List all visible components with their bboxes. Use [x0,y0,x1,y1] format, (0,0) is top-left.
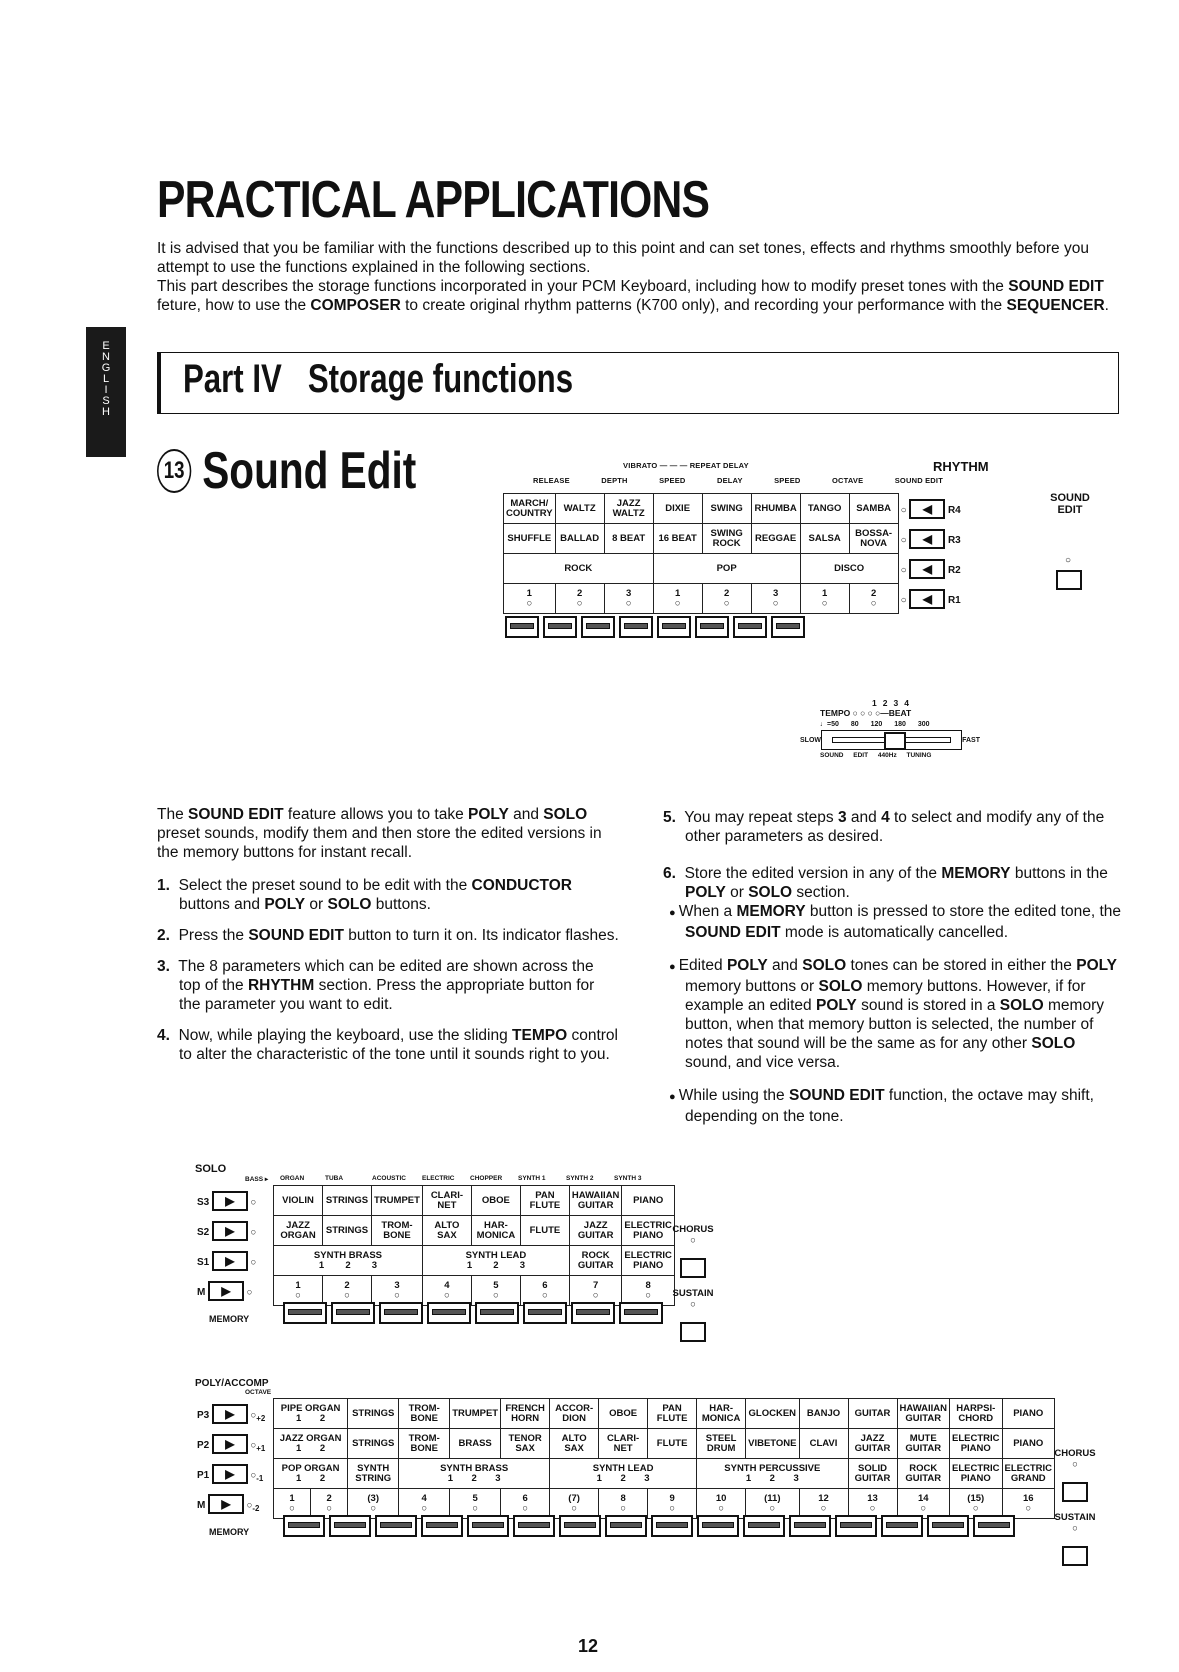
intro-paragraph-1: It is advised that you be familiar with the functions described up to this point and can set tones, effects and rhythms smoothly before you attempt to use the functions explained in the following sections. [157,240,1089,276]
solo-cell: ELECTRIC PIANO [622,1216,675,1246]
rhythm-button[interactable] [505,616,539,638]
poly-chorus-button[interactable] [1062,1482,1088,1502]
rhythm-cell: DIXIE [653,494,702,524]
rhythm-cell: 8 BEAT [604,524,653,554]
rhythm-button[interactable] [771,616,805,638]
solo-cell: PAN FLUTE [520,1186,569,1216]
bullet-1: ● When a MEMORY button is pressed to store the edited tone, the SOUND EDIT mode is automatically cancelled. [663,902,1125,942]
rhythm-button[interactable] [619,616,653,638]
solo-header: SYNTH 3 [614,1175,642,1182]
poly-memory-button[interactable] [789,1515,831,1537]
solo-cell: STRINGS [323,1186,372,1216]
param-label: OCTAVE [831,476,864,485]
rhythm-cell: TANGO [800,494,849,524]
left-column [157,805,619,1076]
solo-group: SYNTH BRASS 1 2 3 [274,1246,423,1276]
section-number: 13 [157,449,191,493]
rhythm-cell: WALTZ [555,494,604,524]
step-1: 1. Select the preset sound to be edit with the CONDUCTOR buttons and POLY or SOLO buttons. [157,877,572,913]
solo-header: TUBA [325,1175,344,1182]
solo-table: S3 ▶ ○ VIOLIN STRINGS TRUMPET CLARI- NET OBOE PAN FLUTE HAWAIIAN GUITAR PIANO S2 ▶ ○ JAZZ ORGAN STRINGS TROM- BONE ALTO SAX HAR- MONICA FLUTE JAZZ GUITAR ELECTRIC PIANO S1 ▶ ○ SYNTH BRASS 1 2 3 SYNTH LEAD 1 2 3 ROCK GUITAR ELECTRIC PIANO M ▶ ○ 1 ○ 2 ○ 3 ○ 4 ○ 5 ○ 6 ○ 7 ○ 8 ○ [195,1185,675,1306]
solo-header: SYNTH 2 [566,1175,594,1182]
solo-m-button[interactable]: ▶ [208,1281,244,1301]
vibrato-delay-label: VIBRATO — — — REPEAT DELAY [623,461,749,470]
rhythm-button[interactable] [543,616,577,638]
poly-title: POLY/ACCOMP [195,1378,269,1389]
rhythm-cell: SWING [702,494,751,524]
solo-s2-button[interactable]: ▶ [212,1221,248,1241]
rhythm-button[interactable] [581,616,615,638]
sound-edit-label: SOUND EDIT [1050,492,1090,516]
solo-memory-button[interactable] [523,1302,567,1324]
rhythm-r2-button[interactable]: ◀ [909,559,945,579]
tab-letter: G [101,362,111,374]
poly-memory-button[interactable] [421,1515,463,1537]
solo-memory-button[interactable] [283,1302,327,1324]
rhythm-button[interactable] [733,616,767,638]
poly-memory-button[interactable] [881,1515,923,1537]
rhythm-r1-button[interactable]: ◀ [909,589,945,609]
solo-sustain-button[interactable] [680,1322,706,1342]
part-title: Part IV Storage functions [183,357,574,401]
solo-sustain: SUSTAIN ○ [672,1288,714,1310]
tempo-control: 1234 TEMPO ○ ○ ○ ○—BEAT ♩=50 80 120 180 300 SLOW FAST SOUND EDIT 440Hz TUNING [800,698,980,759]
param-label: DELAY [716,476,743,485]
tab-letter: E [102,340,110,352]
intro-paragraph-2: This part describes the storage functions incorporated in your PCM Keyboard, including how to modify preset tones with the SOUND EDIT feture, how to use the COMPOSER to create original rhythm patterns (K700 only), and recording your performance with the SEQUENCER. [157,278,1109,314]
poly-memory-button[interactable] [973,1515,1015,1537]
language-tab [86,327,126,457]
poly-p1-button[interactable]: ▶ [212,1464,248,1484]
poly-table: P3 ▶ $○_{+2}$ PIPE ORGAN 1 2 STRINGS TROM- BONE TRUMPET FRENCH HORN ACCOR- DION OBOE PAN FLUTE HAR- MONICA GLOCKEN BANJO GUITAR HAWAIIAN GUITAR HARPSI- CHORD PIANO P2 ▶ $○_{+1}$ JAZZ ORGAN 1 2 STRINGS TROM- BONE BRASS TENOR SAX ALTO SAX CLARI- NET FLUTE STEEL DRUM VIBETONE CLAVI JAZZ GUITAR MUTE GUITAR ELECTRIC PIANO PIANO P1 ▶ $○_{-1}$ POP ORGAN 1 2 SYNTH STRING SYNTH BRASS 1 2 3 SYNTH LEAD 1 2 3 SYNTH PERCUSSIVE 1 2 3 SOLID GUITAR ROCK GUITAR ELECTRIC PIANO ELECTRIC GRAND M ▶ $○_{-2}$ 1 ○ 2 ○ (3) ○ 4 ○ 5 ○ 6 ○ (7) ○ 8 ○ 9 ○ 10 ○ (11) ○ 12 ○ 13 ○ 14 ○ (15) ○ 16 ○ [195,1398,1055,1519]
octave-label: OCTAVE [245,1389,272,1396]
solo-cell: ELECTRIC PIANO [622,1246,675,1276]
poly-memory-button[interactable] [697,1515,739,1537]
poly-memory-label: MEMORY [209,1527,250,1537]
bullet-3: ● While using the SOUND EDIT function, the octave may shift, depending on the tone. [663,1086,1125,1126]
solo-header: CHOPPER [470,1175,503,1182]
solo-memory-button[interactable] [475,1302,519,1324]
solo-cell: HAWAIIAN GUITAR [569,1186,622,1216]
poly-memory-button[interactable] [743,1515,785,1537]
rhythm-cell: BALLAD [555,524,604,554]
rhythm-buttons [503,616,1003,643]
tab-letter: S [102,395,110,407]
rhythm-group: ROCK [504,554,654,584]
rhythm-cell: JAZZ WALTZ [604,494,653,524]
bass-label: BASS ▸ [245,1176,269,1183]
poly-chorus: CHORUS ○ [1054,1448,1096,1470]
rhythm-cell: RHUMBA [751,494,800,524]
poly-memory-button[interactable] [835,1515,877,1537]
poly-memory-button[interactable] [651,1515,693,1537]
page-title: PRACTICAL APPLICATIONS [157,171,710,229]
tab-letter: H [102,406,110,418]
solo-memory-button[interactable] [571,1302,615,1324]
step-3: 3. The 8 parameters which can be edited are shown across the top of the RHYTHM section. Press the appropriate button for the parameter you want to edit. [157,958,595,1013]
solo-cell: TROM- BONE [372,1216,423,1246]
param-label: DEPTH [601,476,628,485]
rhythm-group: POP [653,554,800,584]
step-2: 2. Press the SOUND EDIT button to turn it on. Its indicator flashes. [157,927,619,944]
poly-memory-button[interactable] [375,1515,417,1537]
poly-memory-button[interactable] [329,1515,371,1537]
rhythm-r4-button[interactable]: ◀ [909,499,945,519]
solo-chorus: CHORUS ○ [672,1224,714,1246]
tab-letter: N [102,351,110,363]
solo-memory-button[interactable] [427,1302,471,1324]
param-label: SPEED [774,476,801,485]
solo-memory-button[interactable] [379,1302,423,1324]
solo-cell: HAR- MONICA [471,1216,520,1246]
solo-cell: ROCK GUITAR [569,1246,622,1276]
step-5: 5. You may repeat steps 3 and 4 to select and modify any of the other parameters as desired. [663,809,1105,845]
rhythm-table: MARCH/ COUNTRY WALTZ JAZZ WALTZ DIXIE SWING RHUMBA TANGO SAMBA ○ ◀ R4 SHUFFLE BALLAD 8 BEAT 16 BEAT SWING ROCK REGGAE SALSA BOSSA- NOVA ○ ◀ R3 ROCK POP DISCO ○ ◀ R2 1 ○ 2 ○ 3 ○ 1 ○ 2 ○ 3 ○ 1 ○ 2 ○ ○ ◀ R1 [503,493,988,614]
solo-s1-button[interactable]: ▶ [212,1251,248,1271]
sound-edit-led: ○ [1065,555,1072,566]
section-title [157,441,416,501]
solo-cell: ALTO SAX [422,1216,471,1246]
param-label: SPEED [659,476,686,485]
tab-letter: L [102,373,110,385]
rhythm-r3-button[interactable]: ◀ [909,529,945,549]
poly-memory-button[interactable] [605,1515,647,1537]
poly-p3-button[interactable]: ▶ [212,1404,248,1424]
solo-memory-label: MEMORY [209,1314,250,1324]
poly-memory-button[interactable] [283,1515,325,1537]
poly-m-button[interactable]: ▶ [208,1494,244,1514]
intro-text: The SOUND EDIT feature allows you to take POLY and SOLO preset sounds, modify them and then store the edited versions in the memory buttons for instant recall. [157,806,602,861]
solo-title: SOLO [195,1163,227,1175]
poly-memory-button[interactable] [513,1515,555,1537]
rhythm-cell: SWING ROCK [702,524,751,554]
tempo-slider[interactable] [821,730,962,750]
rhythm-button[interactable] [657,616,691,638]
rhythm-cell: BOSSA- NOVA [849,524,898,554]
rhythm-cell: SAMBA [849,494,898,524]
solo-cell: PIANO [622,1186,675,1216]
solo-header: ACOUSTIC [372,1175,406,1182]
poly-sustain: SUSTAIN ○ [1054,1512,1096,1534]
solo-cell: CLARI- NET [422,1186,471,1216]
rhythm-title: RHYTHM [933,459,989,474]
solo-cell: JAZZ GUITAR [569,1216,622,1246]
solo-cell: STRINGS [323,1216,372,1246]
page-number: 12 [578,1636,599,1656]
poly-memory-button[interactable] [467,1515,509,1537]
solo-memory-button[interactable] [619,1302,663,1324]
rhythm-cell: SHUFFLE [504,524,556,554]
solo-header: ELECTRIC [422,1175,455,1182]
solo-group: SYNTH LEAD 1 2 3 [422,1246,569,1276]
solo-cell: FLUTE [520,1216,569,1246]
poly-sustain-button[interactable] [1062,1546,1088,1566]
rhythm-cell: 16 BEAT [653,524,702,554]
poly-panel [195,1378,1055,1537]
solo-cell: VIOLIN [274,1186,323,1216]
tempo-slider-knob[interactable] [884,732,906,750]
rhythm-cell: SALSA [800,524,849,554]
solo-s3-button[interactable]: ▶ [212,1191,248,1211]
solo-header: ORGAN [280,1175,305,1182]
rhythm-group: DISCO [800,554,898,584]
step-4: 4. Now, while playing the keyboard, use the sliding TEMPO control to alter the characteristic of the tone until it sounds right to you. [157,1027,618,1063]
solo-cell: TRUMPET [372,1186,423,1216]
tab-letter: I [104,384,108,396]
solo-memory-button[interactable] [331,1302,375,1324]
poly-memory-button[interactable] [559,1515,601,1537]
param-label: SOUND EDIT [894,476,943,485]
solo-cell: OBOE [471,1186,520,1216]
rhythm-cell: MARCH/ COUNTRY [504,494,556,524]
sound-edit-button[interactable] [1056,570,1082,590]
poly-p2-button[interactable]: ▶ [212,1434,248,1454]
poly-memory-button[interactable] [927,1515,969,1537]
solo-header: SYNTH 1 [518,1175,546,1182]
rhythm-panel [503,459,1003,643]
rhythm-button[interactable] [695,616,729,638]
step-6: 6. Store the edited version in any of the MEMORY buttons in the POLY or SOLO section. [663,865,1108,901]
solo-chorus-button[interactable] [680,1258,706,1278]
section-heading: Sound Edit [202,442,417,500]
param-label: RELEASE [533,476,570,485]
right-column [663,808,1125,1140]
rhythm-cell: REGGAE [751,524,800,554]
intro [157,239,1117,315]
solo-cell: JAZZ ORGAN [274,1216,323,1246]
bullet-2: ● Edited POLY and SOLO tones can be stored in either the POLY memory buttons or SOLO memory buttons. However, if for example an edited POLY sound is stored in a SOLO memory button, when that memory button is selected, the number of notes that sound will be the same as for any other SOLO sound, and vice versa. [663,956,1125,1072]
